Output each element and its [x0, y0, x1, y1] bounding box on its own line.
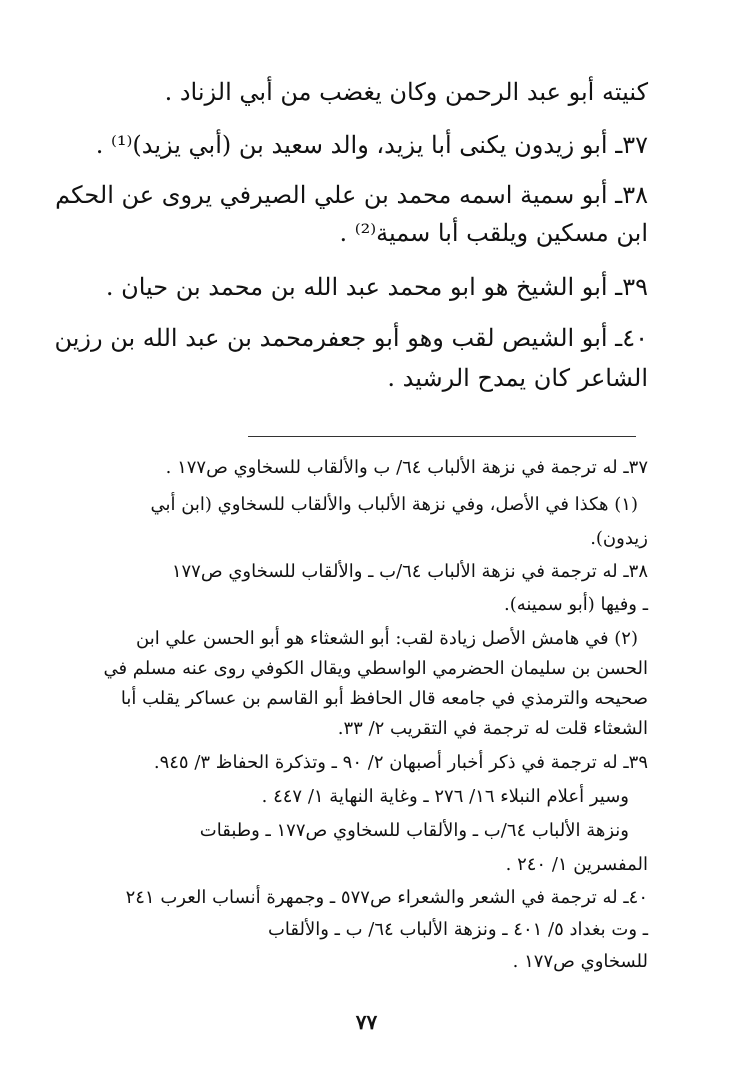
- main-line: ٣٨ـ أبو سمية اسمه محمد بن علي الصيرفي يروى عن الحكم: [55, 181, 648, 209]
- footnote-line: الشعثاء قلت له ترجمة في التقريب ٢/ ٣٣.: [337, 718, 648, 739]
- footnote-line: ـ وت بغداد ٥/ ٤٠١ ـ ونزهة الألباب ٦٤/ ب ـ والألقاب: [267, 919, 648, 940]
- footnote-line: ٣٨ـ له ترجمة في نزهة الألباب ٦٤/ب ـ والألقاب للسخاوي ص١٧٧: [171, 561, 648, 582]
- main-line: كنيته أبو عبد الرحمن وكان يغضب من أبي الزناد .: [164, 78, 648, 106]
- footnote-line: الحسن بن سليمان الحضرمي الواسطي ويقال الكوفي روى عنه مسلم في: [103, 658, 648, 679]
- footnote-line: (١) هكذا في الأصل، وفي نزهة الألباب والألقاب للسخاوي (ابن أبي: [150, 494, 638, 515]
- footnote-line: للسخاوي ص١٧٧ .: [512, 951, 648, 972]
- footnote-line: صحيحه والترمذي في جامعه قال الحافظ أبو القاسم بن عساكر يقلب أبا: [120, 688, 648, 709]
- footnote-divider: [248, 436, 636, 437]
- main-line: الشاعر كان يمدح الرشيد .: [387, 364, 648, 392]
- page-number: ٧٧: [355, 1010, 378, 1034]
- footnote-line: زيدون).: [590, 528, 648, 549]
- footnote-line: المفسرين ١/ ٢٤٠ .: [505, 854, 648, 875]
- main-line: ٤٠ـ أبو الشيص لقب وهو أبو جعفرمحمد بن عبد الله بن رزين: [54, 324, 648, 352]
- footnote-line: ٣٧ـ له ترجمة في نزهة الألباب ٦٤/ ب والألقاب للسخاوي ص١٧٧ .: [165, 457, 648, 478]
- main-line: ٣٩ـ أبو الشيخ هو ابو محمد عبد الله بن محمد بن حيان .: [105, 273, 648, 301]
- main-line: ابن مسكين ويلقب أبا سمية⁽²⁾ .: [339, 219, 648, 247]
- main-line: ٣٧ـ أبو زيدون يكنى أبا يزيد، والد سعيد بن (أبي يزيد)⁽¹⁾ .: [95, 131, 648, 159]
- footnote-line: ٣٩ـ له ترجمة في ذكر أخبار أصبهان ٢/ ٩٠ ـ وتذكرة الحفاظ ٣/ ٩٤٥.: [153, 752, 648, 773]
- footnote-line: ـ وفيها (أبو سمينه).: [503, 594, 648, 615]
- footnote-line: ونزهة الألباب ٦٤/ب ـ والألقاب للسخاوي ص١٧٧ ـ وطبقات: [199, 820, 629, 841]
- footnote-line: وسير أعلام النبلاء ١٦/ ٢٧٦ ـ وغاية النهاية ١/ ٤٤٧ .: [261, 786, 629, 807]
- footnote-line: ٤٠ـ له ترجمة في الشعر والشعراء ص٥٧٧ ـ وجمهرة أنساب العرب ٢٤١: [125, 887, 648, 908]
- footnote-line: (٢) في هامش الأصل زيادة لقب: أبو الشعثاء هو أبو الحسن علي ابن: [136, 628, 638, 649]
